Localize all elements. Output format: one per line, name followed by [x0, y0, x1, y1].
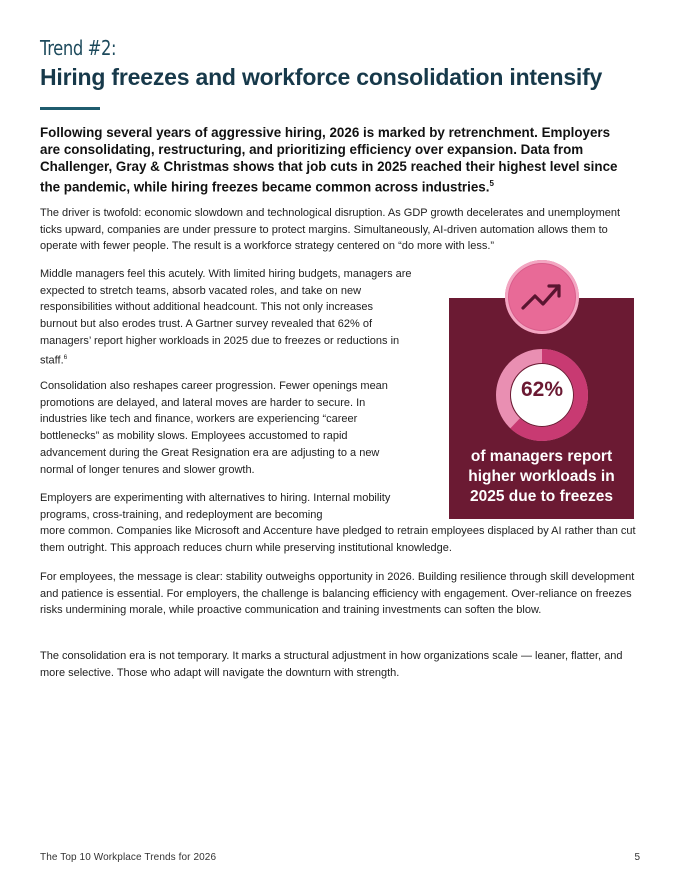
- body-paragraph-2: [40, 266, 412, 369]
- footer-doc-title: The Top 10 Workplace Trends for 2026: [40, 852, 217, 863]
- body-paragraph-2-text: Middle managers feel this acutely. With limited hiring budgets, managers are expected to stretch teams, absorb vacated roles, and take on new responsibilities without additional headcount. This not only increases burnout but also erodes trust. A Gartner survey revealed that 62% of managers’ report higher workloads in 2025 due to freezes or reductions in staff.: [40, 268, 412, 367]
- body-paragraph-3: Consolidation also reshapes career progression. Fewer openings mean promotions are delayed, and lateral moves are harder to secure. In industries like tech and finance, workers are experiencing “career bottlenecks” as mobility slows. Employees accustomed to rapid advancement during the Great Resignation era are adjusting to a new normal of longer tenures and slower growth.: [40, 380, 388, 476]
- body-paragraph-2-footnote: 6: [63, 353, 68, 361]
- percent-label: 62%: [520, 378, 564, 401]
- body-paragraph-4-continued: more common. Companies like Microsoft and Accenture have pledged to retrain employees displaced by AI rather than cut them outright. This approach reduces churn while preserving institutional knowledge.: [40, 525, 636, 555]
- body-paragraph-1: The driver is twofold: economic slowdown and technological disruption. As GDP growth decelerates and unemployment ticks upward, companies are under pressure to protect margins. Simultaneously, AI-driven automation allows them to operate with fewer people. The result is a workforce strategy centered on “do more with less.”: [40, 207, 621, 253]
- title-underline: [40, 107, 100, 110]
- footer-page-number: 5: [634, 852, 640, 863]
- lead-footnote: 5: [489, 179, 494, 188]
- trend-kicker: Trend #2:: [40, 36, 117, 60]
- page-title: Hiring freezes and workforce consolidation intensify: [40, 64, 603, 90]
- icon-badge: [505, 260, 579, 334]
- lead-text: Following several years of aggressive hiring, 2026 is marked by retrenchment. Employers are consolidating, restructuring, and prioritizing efficiency over expansion. Data from Challenger, Gray & Christmas shows that job cuts in 2025 reached their highest level since the pandemic, while hiring freezes became common across industries.: [40, 125, 618, 195]
- body-paragraph-6: The consolidation era is not temporary. It marks a structural adjustment in how organizations scale — leaner, flatter, and more selective. Those who adapt will navigate the downturn with strength.: [40, 650, 623, 679]
- trending-up-icon: [519, 278, 565, 314]
- body-paragraph-5: For employees, the message is clear: stability outweighs opportunity in 2026. Building resilience through skill development and patience is essential. For employers, the challenge is balancing efficiency with engagement. Over-reliance on freezes risks undermining morale, while proactive communication and training investments can soften the blow.: [40, 571, 635, 617]
- body-paragraph-4-wrapped: Employers are experimenting with alternatives to hiring. Internal mobility programs, cross-training, and redeployment are becoming: [40, 492, 391, 521]
- lead-paragraph: [40, 124, 630, 195]
- stat-callout-text: of managers report higher workloads in 2025 due to freezes: [468, 448, 615, 505]
